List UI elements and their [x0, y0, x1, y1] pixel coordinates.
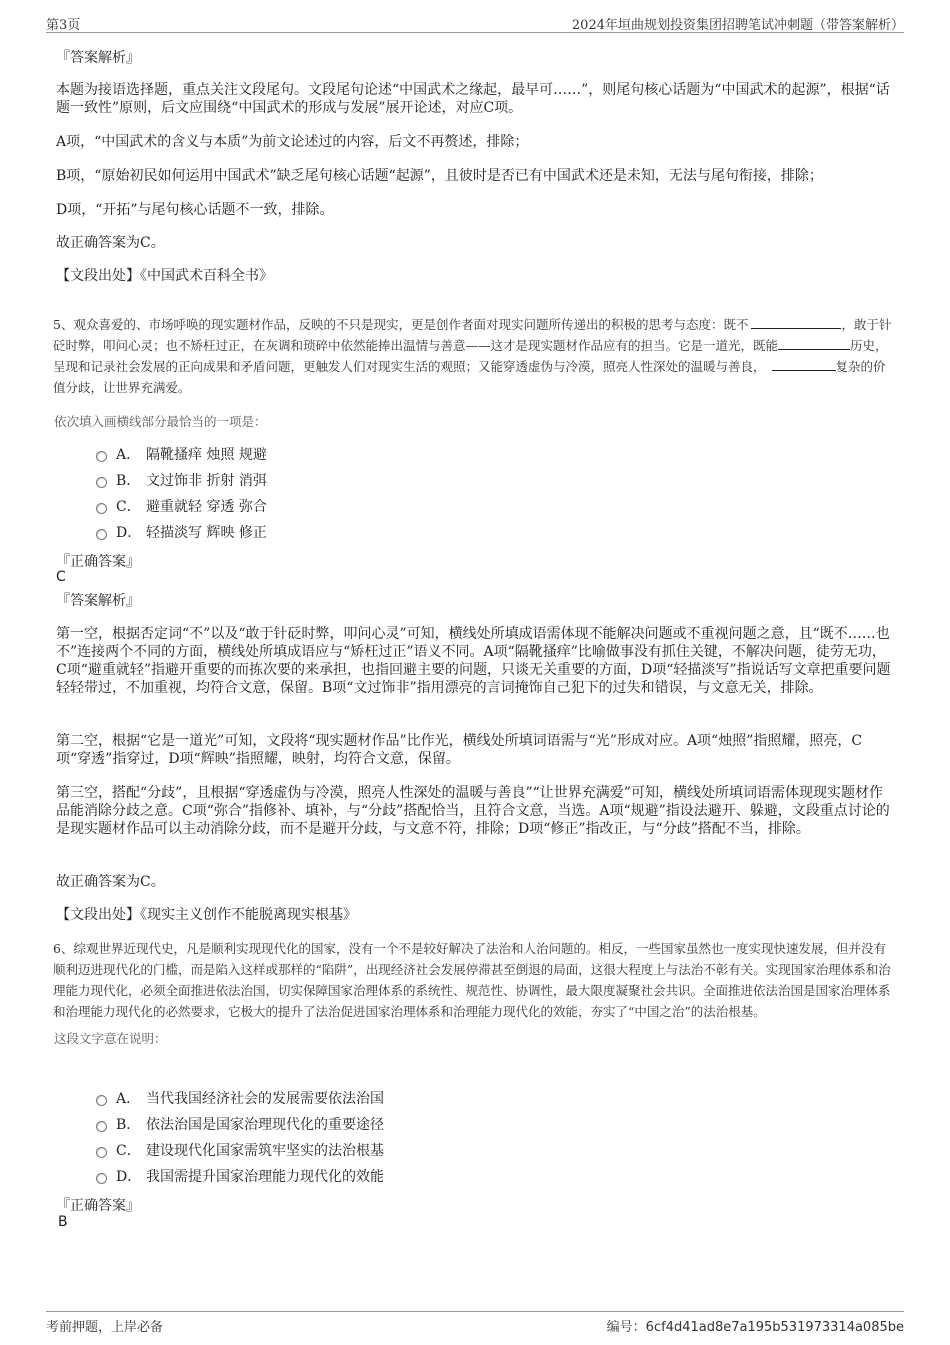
option-text: 避重就轻 穿透 弥合 [146, 499, 267, 515]
option-letter: A． [116, 447, 141, 463]
radio-icon[interactable] [96, 1173, 107, 1184]
q5-blank-1 [751, 316, 841, 329]
page-number: 第3页 [46, 18, 81, 33]
q5-stem-part-3: 历史，呈现和记录社会发展的正向成果和矛盾问题，更触发人们对现实生活的观照；又能穿透虚伪与冷漠，照亮人性深处的温暖与善良， [53, 338, 888, 374]
q5-answer-heading: 『正确答案』 [56, 554, 140, 570]
q4-conclusion: 故正确答案为C。 [56, 235, 165, 251]
q4-analysis-paragraph-1: 本题为接语选择题，重点关注文段尾句。文段尾句论述“中国武术之缘起，最早可……”，则尾句核心话题为“中国武术的起源”，根据“话题一致性”原则，后文应围绕“中国武术的形成与发展”展开论述，对应C项。 [56, 82, 890, 116]
q6-answer-heading: 『正确答案』 [56, 1198, 140, 1214]
radio-icon[interactable] [96, 477, 107, 488]
q4-analysis-paragraph-2: A项，“中国武术的含义与本质”为前文论述过的内容，后文不再赘述，排除； [56, 134, 529, 150]
option-text: 轻描淡写 辉映 修正 [146, 525, 267, 541]
q4-analysis-paragraph-3: B项，“原始初民如何运用中国武术”缺乏尾句核心话题“起源”，且彼时是否已有中国武术还是未知，无法与尾句衔接，排除； [56, 168, 823, 184]
option-text: 依法治国是国家治理现代化的重要途径 [146, 1117, 384, 1133]
q5-stem-part-2: ，敢于针砭时弊，叩问心灵；也不矫枉过正，在灰调和琐碎中依然能捧出温情与善意——这才是现实题材作品应有的担当。它是一道光，既能 [53, 317, 892, 353]
q5-source: 【文段出处】《现实主义创作不能脱离现实根基》 [56, 907, 357, 923]
q6-prompt: 这段文字意在说明： [54, 1031, 167, 1046]
option-letter: B． [116, 473, 141, 489]
q4-source: 【文段出处】《中国武术百科全书》 [56, 268, 273, 284]
document-title: 2024年垣曲规划投资集团招聘笔试冲刺题（带答案解析） [571, 18, 904, 33]
document-code-label: 编号： [606, 1320, 646, 1335]
q5-answer: C [56, 569, 66, 585]
q5-blank-2 [778, 337, 850, 350]
q5-stem-part-4: 复杂的价值分歧，让世界充满爱。 [53, 359, 886, 395]
q5-analysis-paragraph-1: 第一空，根据否定词“不”以及“敢于针砭时弊，叩问心灵”可知，横线处所填成语需体现不能解决问题或不重视问题之意，且“既不……也不”连接两个不同的方面，横线处所填成语应与“矫枉过正”语义不同。A项“隔靴搔痒”比喻做事没有抓住关键，不解决问题，徒劳无功，C项“避重就轻”指避开重要的而拣次要的来承担，也指回避主要的问题，只谈无关重要的方面，D项“轻描淡写”指说话写文章把重要问题轻轻带过，不加重视，均符合文意，保留。B项“文过饰非”指用漂亮的言词掩饰自己犯下的过失和错误，与文意无关，排除。 [56, 626, 891, 696]
radio-icon[interactable] [96, 529, 107, 540]
q5-analysis-paragraph-2: 第二空，根据“它是一道光”可知，文段将“现实题材作品”比作光，横线处所填词语需与“光”形成对应。A项“烛照”指照耀，照亮，C项“穿透”指穿过，D项“辉映”指照耀，映射，均符合文意，保留。 [56, 733, 863, 767]
q5-stem-part-1: 5、观众喜爱的、市场呼唤的现实题材作品，反映的不只是现实，更是创作者面对现实问题所传递出的积极的思考与态度：既不 [53, 317, 749, 332]
option-letter: C． [116, 1143, 141, 1159]
radio-icon[interactable] [96, 1121, 107, 1132]
option-text: 我国需提升国家治理能力现代化的效能 [146, 1169, 384, 1185]
option-letter: C． [116, 499, 141, 515]
q5-analysis-heading: 『答案解析』 [56, 593, 140, 609]
document-code [607, 1316, 904, 1335]
option-text: 文过饰非 折射 消弭 [146, 473, 267, 489]
q5-blank-3 [772, 358, 836, 371]
radio-icon[interactable] [96, 1095, 107, 1106]
q5-prompt: 依次填入画横线部分最恰当的一项是： [54, 414, 267, 429]
option-text: 隔靴搔痒 烛照 规避 [146, 447, 267, 463]
radio-icon[interactable] [96, 451, 107, 462]
option-letter: B． [116, 1117, 141, 1133]
q5-stem [53, 314, 894, 398]
document-code-value: 6cf4d41ad8e7a195b531973314a085be [645, 1320, 904, 1335]
option-letter: D． [116, 1169, 142, 1185]
q6-stem: 6、综观世界近现代史，凡是顺利实现现代化的国家，没有一个不是较好解决了法治和人治问题的。相反，一些国家虽然也一度实现快速发展，但并没有顺利迈进现代化的门槛，而是陷入这样或那样的“陷阱”，出现经济社会发展停滞甚至倒退的局面，这很大程度上与法治不彰有关。实现国家治理体系和治理能力现代化，必须全面推进依法治国，切实保障国家治理体系的系统性、规范性、协调性，最大限度凝聚社会共识。全面推进依法治国是国家治理体系和治理能力现代化的必然要求，它极大的提升了法治促进国家治理体系和治理能力现代化的效能，夯实了“中国之治”的法治根基。 [53, 941, 891, 1019]
q6-answer: B [58, 1214, 68, 1230]
q4-analysis-paragraph-4: D项，“开拓”与尾句核心话题不一致，排除。 [56, 202, 334, 218]
option-letter: D． [116, 525, 142, 541]
page-footer [46, 1311, 904, 1338]
q5-conclusion: 故正确答案为C。 [56, 874, 165, 890]
option-text: 建设现代化国家需筑牢坚实的法治根基 [146, 1143, 384, 1159]
q5-analysis-paragraph-3: 第三空，搭配“分歧”，且根据“穿透虚伪与冷漠，照亮人性深处的温暖与善良”“让世界充满爱”可知，横线处所填词语需体现现实题材作品能消除分歧之意。C项“弥合”指修补、填补，与“分歧”搭配恰当，且符合文意，当选。A项“规避”指设法避开、躲避，文段重点讨论的是现实题材作品可以主动消除分歧，而不是避开分歧，与文意不符，排除；D项“修正”指改正，与“分歧”搭配不当，排除。 [56, 785, 890, 837]
q4-analysis-heading: 『答案解析』 [56, 50, 140, 66]
option-text: 当代我国经济社会的发展需要依法治国 [146, 1091, 384, 1107]
radio-icon[interactable] [96, 503, 107, 514]
page-header [46, 12, 904, 33]
radio-icon[interactable] [96, 1147, 107, 1158]
option-letter: A． [116, 1091, 141, 1107]
footer-slogan: 考前押题，上岸必备 [46, 1320, 164, 1335]
